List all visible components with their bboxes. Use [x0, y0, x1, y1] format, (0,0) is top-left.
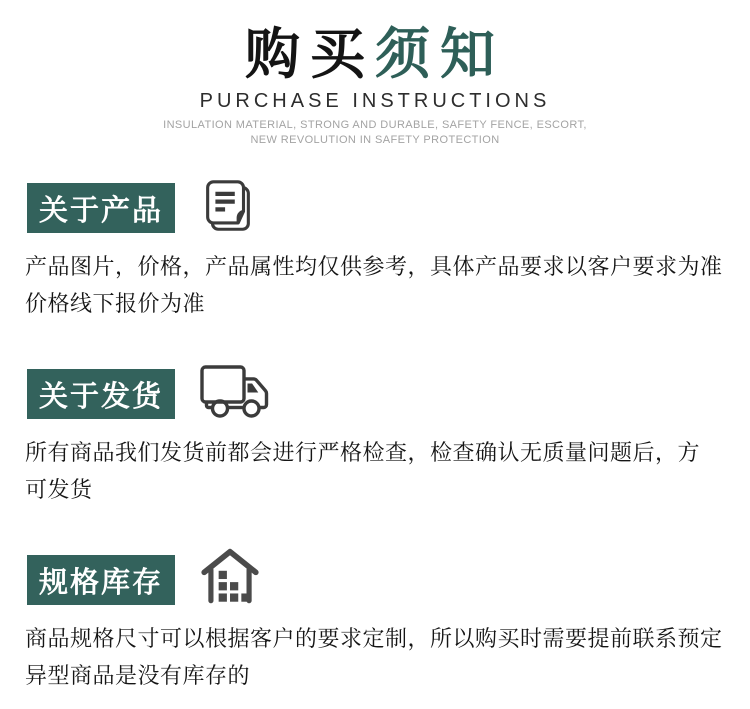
section-about-shipping-text	[25, 434, 750, 508]
text-line: 所有商品我们发货前都会进行严格检查，检查确认无质量问题后，方	[25, 440, 701, 465]
section-specs-stock-text	[25, 620, 750, 694]
section-about-product-label: 关于产品	[27, 183, 175, 233]
page-title	[0, 22, 750, 86]
page-subtitle: PURCHASE INSTRUCTIONS	[199, 90, 551, 112]
page-tagline	[0, 118, 750, 148]
section-about-product	[27, 176, 750, 322]
page-title-accent: 须知	[375, 23, 506, 85]
truck-icon	[197, 361, 273, 428]
page-title-primary: 购买	[244, 23, 375, 85]
warehouse-icon	[197, 545, 263, 616]
text-line: 商品规格尺寸可以根据客户的要求定制，所以购买时需要提前联系预定	[25, 626, 723, 651]
tagline-line-2: NEW REVOLUTION IN SAFETY PROTECTION	[250, 134, 500, 146]
section-specs-stock	[27, 548, 750, 694]
section-about-shipping-label: 关于发货	[27, 369, 175, 419]
section-about-product-header	[27, 176, 750, 240]
page-header	[0, 0, 750, 148]
document-icon	[197, 175, 259, 242]
tagline-line-1: INSULATION MATERIAL, STRONG AND DURABLE, SAFETY FENCE, ESCORT,	[163, 119, 587, 131]
text-line: 价格线下报价为准	[25, 291, 206, 316]
section-specs-stock-header	[27, 548, 750, 612]
text-line: 异型商品是没有库存的	[25, 663, 251, 688]
section-about-product-text	[25, 248, 750, 322]
text-line: 产品图片，价格，产品属性均仅供参考，具体产品要求以客户要求为准	[25, 254, 723, 279]
section-about-shipping	[27, 362, 750, 508]
section-about-shipping-header	[27, 362, 750, 426]
section-specs-stock-label: 规格库存	[27, 555, 175, 605]
text-line: 可发货	[25, 477, 93, 502]
